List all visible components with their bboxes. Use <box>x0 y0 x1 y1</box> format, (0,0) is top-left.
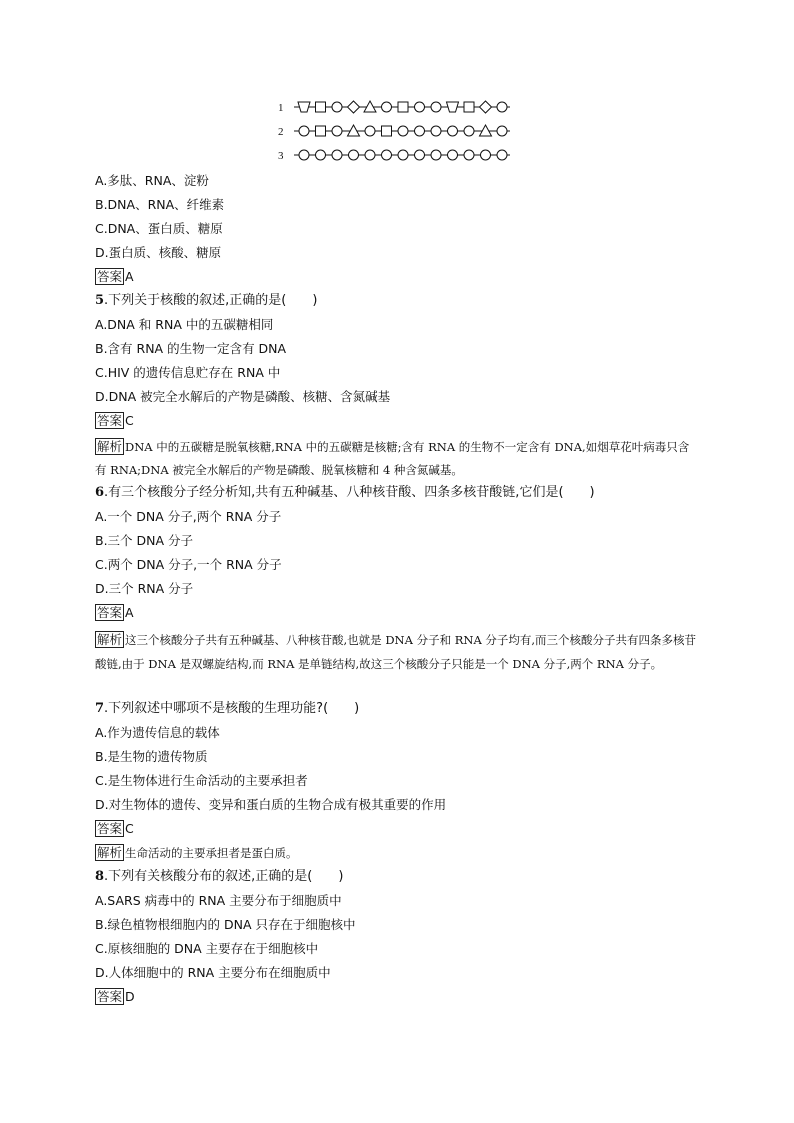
monomer-circle <box>382 102 392 112</box>
monomer-circle <box>497 102 507 112</box>
q4-option-a: A.多肽、RNA、淀粉 <box>95 173 209 188</box>
answer-value: A <box>125 269 134 284</box>
q6-answer <box>95 604 134 621</box>
monomer-circle <box>497 126 507 136</box>
q5-option-a: A.DNA 和 RNA 中的五碳糖相同 <box>95 317 274 332</box>
chain-1 <box>278 101 510 114</box>
q8-option-d: D.人体细胞中的 RNA 主要分布在细胞质中 <box>95 965 331 980</box>
q7-option-b: B.是生物的遗传物质 <box>95 749 208 764</box>
chain-label: 2 <box>278 126 284 138</box>
answer-value: A <box>125 605 134 620</box>
q5-option-c: C.HIV 的遗传信息贮存在 RNA 中 <box>95 365 281 380</box>
explain-tag: 解析 <box>97 845 123 860</box>
monomer-circle <box>431 150 441 160</box>
monomer-circle <box>365 126 375 136</box>
monomer-circle <box>431 126 441 136</box>
answer-tag: 答案 <box>97 413 123 428</box>
monomer-circle <box>349 150 359 160</box>
q4-option-d: D.蛋白质、核酸、糖原 <box>95 245 222 260</box>
q8-answer <box>95 988 135 1005</box>
monomer-trapezoid <box>298 102 310 112</box>
monomer-square <box>464 102 474 112</box>
monomer-circle <box>464 150 474 160</box>
q8-option-a: A.SARS 病毒中的 RNA 主要分布于细胞质中 <box>95 893 342 908</box>
answer-tag: 答案 <box>97 269 123 284</box>
question-number: 5 <box>95 293 105 308</box>
q7-stem: 7.下列叙述中哪项不是核酸的生理功能?( ) <box>95 701 360 716</box>
q5-stem: 5.下列关于核酸的叙述,正确的是( ) <box>95 293 318 308</box>
q6-option-c: C.两个 DNA 分子,一个 RNA 分子 <box>95 557 282 572</box>
monomer-diamond <box>480 101 492 113</box>
monomer-circle <box>332 150 342 160</box>
q7-option-a: A.作为遗传信息的载体 <box>95 725 220 740</box>
answer-tag: 答案 <box>97 989 123 1004</box>
q6-option-b: B.三个 DNA 分子 <box>95 533 194 548</box>
answer-tag: 答案 <box>97 821 123 836</box>
q7-answer <box>95 820 134 837</box>
chain-2 <box>278 125 510 138</box>
monomer-circle <box>332 126 342 136</box>
question-number: 7 <box>95 701 105 716</box>
q5-explanation: 解析 DNA 中的五碳糖是脱氧核糖,RNA 中的五碳糖是核糖;含有 RNA 的生物不一定含有 DNA,如烟草花叶病毒只含有 RNA;DNA 被完全水解后的产物是磷酸、脱氧核糖和 4 种含氮碱基。 <box>95 439 690 477</box>
q7-option-c: C.是生物体进行生命活动的主要承担者 <box>95 773 308 788</box>
answer-value: C <box>125 413 134 428</box>
monomer-circle <box>464 126 474 136</box>
q4-option-c: C.DNA、蛋白质、糖原 <box>95 221 223 236</box>
explain-tag: 解析 <box>97 632 123 647</box>
q6-option-d: D.三个 RNA 分子 <box>95 581 194 596</box>
question-number: 8 <box>95 869 105 884</box>
q6-explanation: 解析 这三个核酸分子共有五种碱基、八种核苷酸,也就是 DNA 分子和 RNA 分子均有,而三个核酸分子共有四条多核苷酸链,由于 DNA 是双螺旋结构,而 RNA 是单链结构,故这三个核酸分子只能是一个 DNA 分子,两个 RNA 分子。 <box>95 632 697 671</box>
monomer-square <box>316 102 326 112</box>
q4-option-b: B.DNA、RNA、纤维素 <box>95 197 225 212</box>
monomer-circle <box>299 150 309 160</box>
monomer-circle <box>448 150 458 160</box>
monomer-circle <box>415 126 425 136</box>
q8-option-b: B.绿色植物根细胞内的 DNA 只存在于细胞核中 <box>95 917 356 932</box>
monomer-circle <box>316 150 326 160</box>
q7-option-d: D.对生物体的遗传、变异和蛋白质的生物合成有极其重要的作用 <box>95 797 447 812</box>
answer-tag: 答案 <box>97 605 123 620</box>
monomer-square <box>398 102 408 112</box>
chain-label: 1 <box>278 102 284 114</box>
question-number: 6 <box>95 485 105 500</box>
monomer-circle <box>299 126 309 136</box>
q6-option-a: A.一个 DNA 分子,两个 RNA 分子 <box>95 509 282 524</box>
q7-explanation: 解析 生命活动的主要承担者是蛋白质。 <box>97 845 298 860</box>
monomer-circle <box>431 102 441 112</box>
q4-answer <box>95 268 134 285</box>
q6-stem: 6.有三个核酸分子经分析知,共有五种碱基、八种核苷酸、四条多核苷酸链,它们是( ) <box>95 485 595 500</box>
monomer-circle <box>398 150 408 160</box>
answer-value: D <box>125 989 135 1004</box>
q8-stem: 8.下列有关核酸分布的叙述,正确的是( ) <box>95 869 344 884</box>
polymer-chain-diagram <box>278 97 518 167</box>
monomer-trapezoid <box>447 102 459 112</box>
q5-answer <box>95 412 134 429</box>
monomer-circle <box>415 150 425 160</box>
q5-option-d: D.DNA 被完全水解后的产物是磷酸、核糖、含氮碱基 <box>95 389 391 404</box>
monomer-circle <box>497 150 507 160</box>
monomer-circle <box>365 150 375 160</box>
monomer-circle <box>398 126 408 136</box>
monomer-circle <box>382 150 392 160</box>
q5-option-b: B.含有 RNA 的生物一定含有 DNA <box>95 341 287 356</box>
chain-3 <box>278 150 510 162</box>
monomer-circle <box>448 126 458 136</box>
monomer-diamond <box>348 101 360 113</box>
monomer-circle <box>332 102 342 112</box>
monomer-circle <box>481 150 491 160</box>
monomer-square <box>382 126 392 136</box>
monomer-square <box>316 126 326 136</box>
chain-label: 3 <box>278 150 284 162</box>
monomer-circle <box>415 102 425 112</box>
answer-value: C <box>125 821 134 836</box>
explain-tag: 解析 <box>97 439 123 454</box>
q8-option-c: C.原核细胞的 DNA 主要存在于细胞核中 <box>95 941 319 956</box>
